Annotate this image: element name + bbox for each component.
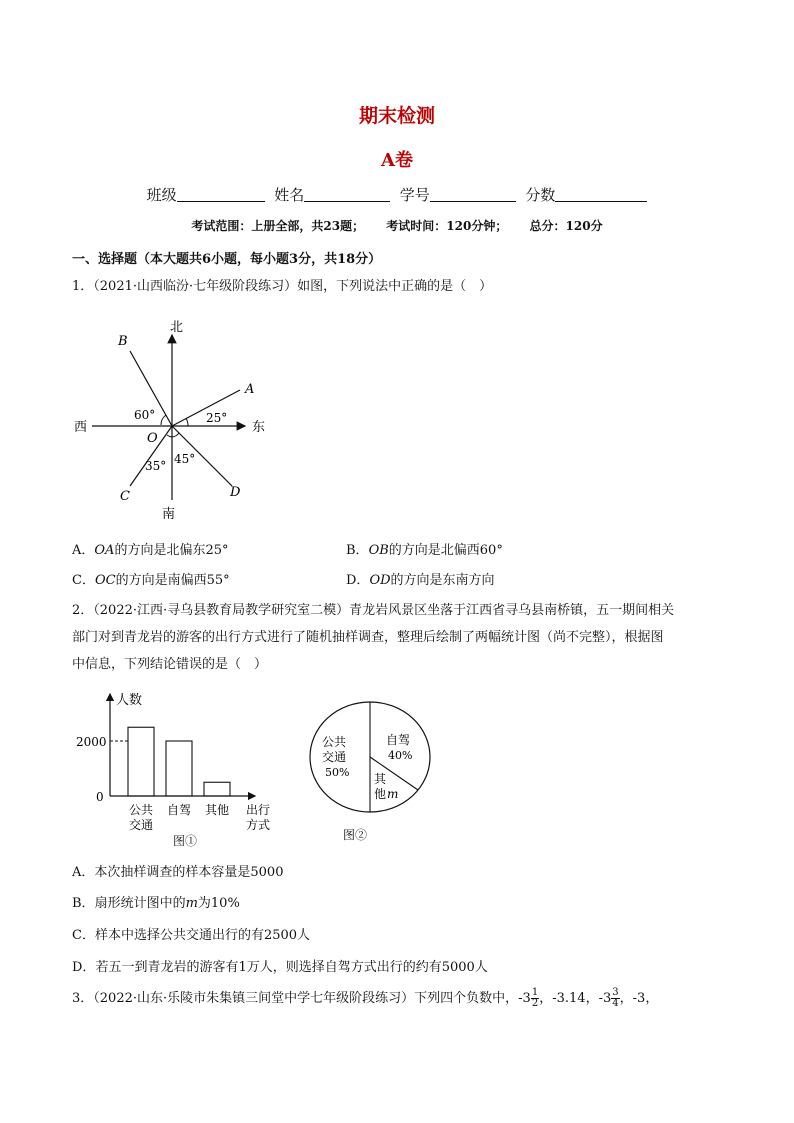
bar-chart bbox=[70, 688, 290, 848]
arc-25 bbox=[186, 418, 188, 426]
section-heading: 一、选择题（本大题共6小题，每小题3分，共18分） bbox=[72, 252, 382, 267]
label-angle-60: 60° bbox=[134, 408, 156, 422]
label-angle-35: 35° bbox=[145, 459, 167, 473]
question-number: 2． bbox=[72, 603, 94, 618]
bar-public-transit bbox=[128, 727, 154, 796]
category-label-public-2: 交通 bbox=[129, 818, 154, 832]
bar-other bbox=[204, 782, 230, 796]
slice-value-self-drive: 40% bbox=[388, 749, 413, 762]
number-3-int: -3 bbox=[598, 991, 612, 1006]
slice-label-public-1: 公共 bbox=[322, 735, 347, 749]
student-info-line bbox=[0, 184, 794, 205]
q2-option-c[interactable]: C．样本中选择公共交通出行的有2500人 bbox=[72, 928, 311, 943]
figure-2-caption: 图② bbox=[343, 828, 368, 842]
slice-label-other-1: 其 bbox=[374, 772, 387, 786]
field-name-label: 姓名 bbox=[274, 186, 305, 204]
category-label-other: 其他 bbox=[205, 803, 230, 817]
field-class-label: 班级 bbox=[146, 186, 177, 204]
page-title: 期末检测 bbox=[358, 105, 435, 127]
label-a: A bbox=[245, 382, 255, 397]
question-3-stem: 3．（2022·山东·乐陵市朱集镇三间堂中学七年级阶段练习）下列四个负数中，-3 $\frac{1}{2}$ ，-3.14，-3 $\frac{3}{4}$ ，-3， bbox=[72, 987, 659, 1009]
pie-chart bbox=[300, 696, 440, 818]
label-angle-25: 25° bbox=[206, 411, 228, 425]
number-3-fraction: $\frac{3}{4}$ bbox=[612, 987, 619, 1009]
compass-figure bbox=[70, 315, 280, 520]
category-label-public-1: 公共 bbox=[129, 803, 154, 817]
y-tick-0: 0 bbox=[96, 790, 104, 804]
x-axis-label-2: 方式 bbox=[246, 818, 271, 832]
arc-45 bbox=[172, 433, 179, 437]
number-2: -3.14 bbox=[552, 991, 586, 1006]
arc-60 bbox=[161, 415, 166, 425]
question-number: 3． bbox=[72, 991, 94, 1006]
exam-range: 考试范围：上册全部，共23题； bbox=[191, 219, 365, 233]
label-angle-45: 45° bbox=[174, 452, 196, 466]
question-source: （2022·山东·乐陵市朱集镇三间堂中学七年级阶段练习） bbox=[93, 991, 415, 1006]
arc-35 bbox=[167, 435, 172, 437]
y-tick-2000: 2000 bbox=[76, 735, 107, 749]
field-id-blank[interactable] bbox=[430, 186, 516, 202]
exam-scope bbox=[0, 217, 794, 234]
slice-label-other-2: 他 bbox=[374, 787, 387, 801]
field-score-label: 分数 bbox=[525, 186, 556, 204]
bar-self-drive bbox=[166, 741, 192, 796]
exam-total: 总分：120分 bbox=[529, 219, 603, 233]
q2-option-a[interactable]: A．本次抽样调查的样本容量是5000 bbox=[72, 865, 284, 880]
label-c: C bbox=[120, 489, 130, 504]
q1-option-a[interactable]: A．OA的方向是北偏东25° bbox=[72, 543, 229, 558]
question-source: （2022·江西·寻乌县教育局教学研究室二模） bbox=[93, 603, 350, 618]
q2-option-b[interactable]: B．扇形统计图中的m为10% bbox=[72, 896, 240, 911]
label-b: B bbox=[118, 334, 128, 349]
question-2-stem: 2．（2022·江西·寻乌县教育局教学研究室二模）青龙岩风景区坐落于江西省寻乌县南桥镇，五一期间相关 部门对到青龙岩的游客的出行方式进行了随机抽样调查，整理后绘制了两幅统计图（尚不完整），根据图 中信息，下列结论错误的是（ ） bbox=[72, 603, 675, 672]
label-south: 南 bbox=[162, 507, 176, 520]
x-axis-label-1: 出行 bbox=[246, 803, 271, 817]
field-class-blank[interactable] bbox=[177, 186, 265, 202]
label-o: O bbox=[147, 431, 158, 446]
label-d: D bbox=[230, 485, 241, 500]
q1-option-b[interactable]: B．OB的方向是北偏西60° bbox=[346, 543, 503, 558]
number-4: -3 bbox=[632, 991, 646, 1006]
field-id-label: 学号 bbox=[399, 186, 430, 204]
field-name-blank[interactable] bbox=[304, 186, 390, 202]
slice-label-self-drive: 自驾 bbox=[386, 733, 411, 747]
y-axis-label: 人数 bbox=[116, 693, 143, 708]
exam-time: 考试时间：120分钟； bbox=[386, 219, 508, 233]
category-label-self-drive: 自驾 bbox=[167, 803, 192, 817]
number-1-int: -3 bbox=[518, 991, 531, 1006]
question-text: 如图，下列说法中正确的是（ ） bbox=[297, 279, 493, 294]
q2-option-d[interactable]: D．若五一到青龙岩的游客有1万人，则选择自驾方式出行的约有5000人 bbox=[72, 960, 488, 975]
slice-value-public: 50% bbox=[325, 766, 350, 779]
figure-1-caption: 图① bbox=[173, 834, 198, 848]
question-number: 1． bbox=[72, 279, 94, 294]
q1-option-c[interactable]: C．OC的方向是南偏西55° bbox=[72, 573, 230, 588]
page-subtitle: A卷 bbox=[381, 150, 413, 171]
slice-value-other: m bbox=[387, 787, 399, 801]
question-1-stem bbox=[72, 273, 732, 300]
question-source: （2021·山西临汾·七年级阶段练习） bbox=[93, 279, 298, 294]
label-east: 东 bbox=[252, 420, 266, 435]
slice-label-public-2: 交通 bbox=[322, 750, 347, 764]
field-score-blank[interactable] bbox=[555, 186, 647, 202]
number-1-fraction: $\frac{1}{2}$ bbox=[531, 987, 539, 1009]
q1-option-d[interactable]: D．OD的方向是东南方向 bbox=[346, 573, 495, 588]
label-west: 西 bbox=[74, 420, 88, 435]
label-north: 北 bbox=[170, 320, 184, 335]
